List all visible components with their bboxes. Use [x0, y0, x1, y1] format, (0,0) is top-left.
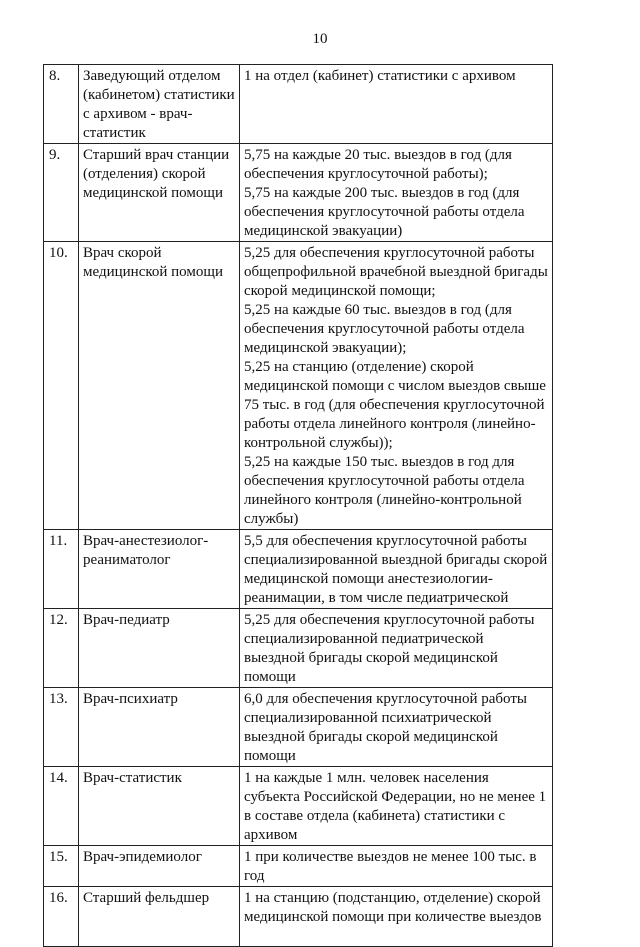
position-title: Врач-статистик [79, 767, 240, 846]
staffing-norm [240, 887, 553, 947]
table-row [44, 242, 553, 530]
norm-item: 5,25 для обеспечения круглосуточной работы общепрофильной врачебной выездной бригады скорой медицинской помощи; [244, 245, 548, 299]
norm-item: 1 при количестве выездов не менее 100 тыс. в год [244, 849, 537, 884]
position-title: Врач скорой медицинской помощи [79, 242, 240, 530]
staffing-norm [240, 144, 553, 242]
norm-item: 5,25 на станцию (отделение) скорой медицинской помощи с числом выездов свыше 75 тыс. в год (для обеспечения круглосуточной работы отдела линейного контроля (линейно-контрольной службы)); [244, 359, 546, 451]
position-title: Старший фельдшер [79, 887, 240, 947]
norm-item: 5,75 на каждые 200 тыс. выездов в год (для обеспечения круглосуточной работы отдела медицинской эвакуации) [244, 185, 525, 239]
page-number: 10 [312, 31, 328, 47]
norm-item: 1 на станцию (подстанцию, отделение) скорой медицинской помощи при количестве выездов [244, 890, 542, 925]
staffing-norm [240, 242, 553, 530]
row-number: 13. [44, 688, 79, 767]
table-row [44, 846, 553, 887]
table-row [44, 767, 553, 846]
norm-item: 1 на отдел (кабинет) статистики с архивом [244, 68, 516, 84]
norm-item: 5,5 для обеспечения круглосуточной работы специализированной выездной бригады скорой медицинской помощи анестезиологии-реанимации, в том числе педиатрической [244, 533, 548, 606]
staffing-norm [240, 846, 553, 887]
table-row [44, 887, 553, 947]
norm-item: 5,25 на каждые 150 тыс. выездов в год для обеспечения круглосуточной работы отдела линейного контроля (линейно-контрольной службы) [244, 454, 525, 527]
row-number: 12. [44, 609, 79, 688]
table-row [44, 65, 553, 144]
norm-item: 6,0 для обеспечения круглосуточной работы специализированной психиатрической выездной бригады скорой медицинской помощи [244, 691, 527, 764]
table-row [44, 609, 553, 688]
position-title: Врач-педиатр [79, 609, 240, 688]
position-title: Врач-анестезиолог-реаниматолог [79, 530, 240, 609]
norm-item: 5,25 на каждые 60 тыс. выездов в год (для обеспечения круглосуточной работы отдела медицинской эвакуации); [244, 302, 525, 356]
position-title: Врач-психиатр [79, 688, 240, 767]
norm-item: 5,75 на каждые 20 тыс. выездов в год (для обеспечения круглосуточной работы); [244, 147, 512, 182]
row-number: 9. [44, 144, 79, 242]
row-number: 15. [44, 846, 79, 887]
position-title: Врач-эпидемиолог [79, 846, 240, 887]
staffing-norms-table [43, 64, 553, 947]
row-number: 10. [44, 242, 79, 530]
row-number: 16. [44, 887, 79, 947]
row-number: 8. [44, 65, 79, 144]
staffing-norm [240, 530, 553, 609]
table-row [44, 530, 553, 609]
norm-item: 5,25 для обеспечения круглосуточной работы специализированной педиатрической выездной бригады скорой медицинской помощи [244, 612, 535, 685]
row-number: 14. [44, 767, 79, 846]
staffing-norm [240, 688, 553, 767]
staffing-norm [240, 609, 553, 688]
norm-item: 1 на каждые 1 млн. человек населения субъекта Российской Федерации, но не менее 1 в составе отдела (кабинета) статистики с архивом [244, 770, 547, 843]
position-title: Старший врач станции (отделения) скорой медицинской помощи [79, 144, 240, 242]
staffing-norm [240, 65, 553, 144]
staffing-norm [240, 767, 553, 846]
position-title: Заведующий отделом (кабинетом) статистики с архивом - врач-статистик [79, 65, 240, 144]
table-row [44, 688, 553, 767]
table-row [44, 144, 553, 242]
row-number: 11. [44, 530, 79, 609]
